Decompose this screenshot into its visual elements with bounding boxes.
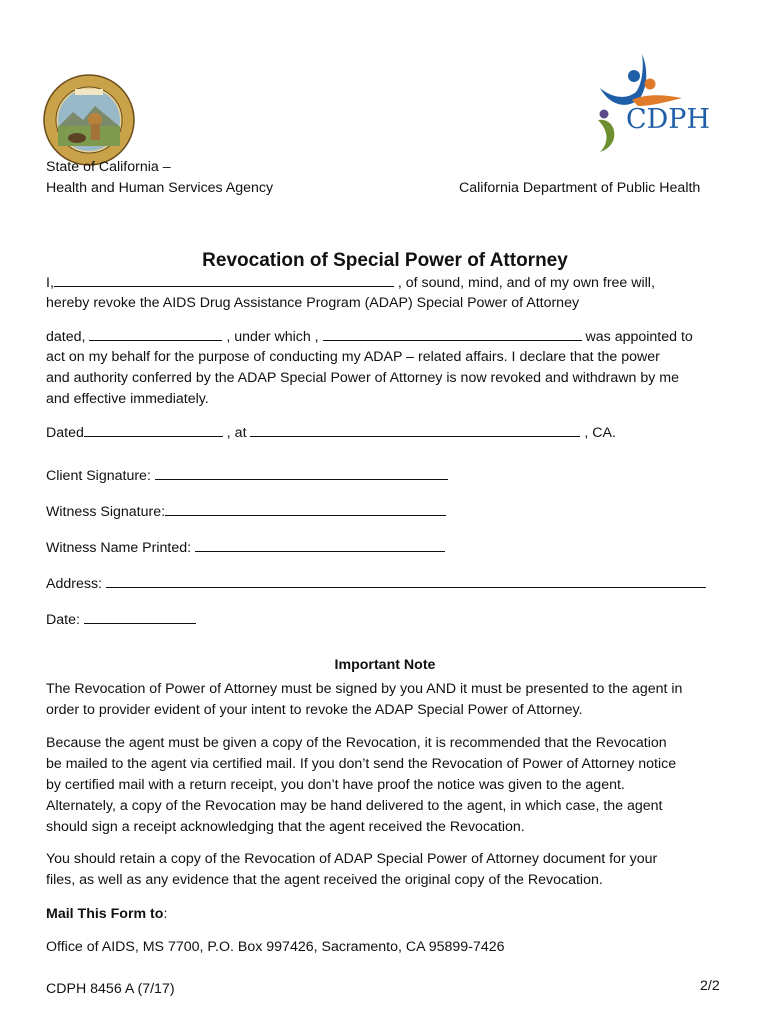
note-paragraph-1-line-1: The Revocation of Power of Attorney must be signed by you AND it must be presented to the agent in	[46, 681, 683, 697]
note-paragraph-2-line-4: Alternately, a copy of the Revocation may be hand delivered to the agent, in which case, the agent	[46, 798, 663, 814]
sound-mind-text: , of sound, mind, and of my own free will,	[393, 275, 655, 291]
agent-name-field[interactable]	[323, 326, 582, 341]
mail-address: Office of AIDS, MS 7700, P.O. Box 997426, Sacramento, CA 95899-7426	[46, 939, 505, 955]
note-paragraph-2-line-3: by certified mail with a return receipt, you don’t have proof the notice was given to the agent.	[46, 777, 625, 793]
agency-line-1: State of California –	[46, 159, 171, 175]
revocation-statement-line-1	[46, 272, 655, 294]
appointed-text: was appointed to	[581, 329, 693, 345]
agency-line-2: Health and Human Services Agency	[46, 180, 274, 196]
client-signature-field[interactable]	[155, 465, 448, 480]
important-note-heading: Important Note	[334, 657, 436, 674]
note-paragraph-2-line-1: Because the agent must be given a copy of the Revocation, it is recommended that the Revocation	[46, 735, 667, 751]
mail-heading	[46, 904, 167, 925]
page-number: 2/2	[700, 978, 720, 994]
dated-label: dated,	[46, 329, 86, 345]
witness-signature-row	[46, 501, 446, 523]
note-paragraph-3-line-2: files, as well as any evidence that the agent received the original copy of the Revocation.	[46, 872, 603, 888]
at-label: , at	[222, 425, 247, 441]
date-row	[46, 609, 196, 631]
note-paragraph-2-line-2: be mailed to the agent via certified mail. If you don’t send the Revocation of Power of Attorney notice	[46, 756, 677, 772]
date-field[interactable]	[84, 609, 196, 624]
appointment-line-2: act on my behalf for the purpose of conducting my ADAP – related affairs. I declare that the power	[46, 349, 660, 365]
pronoun-i: I,	[46, 275, 54, 291]
date-label: Date:	[46, 612, 84, 628]
dated-label: Dated	[46, 425, 84, 441]
witness-name-row	[46, 537, 445, 559]
witness-signature-field[interactable]	[165, 501, 446, 516]
mail-label: Mail This Form to	[46, 906, 164, 922]
ca-label: , CA.	[580, 425, 616, 441]
note-paragraph-3-line-1: You should retain a copy of the Revocation of ADAP Special Power of Attorney document for your	[46, 851, 658, 867]
great-seal-logo	[43, 74, 135, 166]
mail-colon: :	[163, 906, 168, 922]
principal-name-field[interactable]	[54, 272, 394, 287]
note-paragraph-2-line-5: should sign a receipt acknowledging that the agent received the Revocation.	[46, 819, 525, 835]
appointment-line-4: and effective immediately.	[46, 391, 209, 407]
under-which-text: , under which ,	[222, 329, 319, 345]
signing-date-field[interactable]	[84, 422, 223, 437]
appointment-line-3: and authority conferred by the ADAP Special Power of Attorney is now revoked and withdrawn by me	[46, 370, 680, 386]
note-paragraph-1-line-2: order to provider evident of your intent to revoke the ADAP Special Power of Attorney.	[46, 702, 583, 718]
witness-name-field[interactable]	[195, 537, 445, 552]
address-row	[46, 573, 706, 595]
signing-city-field[interactable]	[250, 422, 580, 437]
client-signature-label: Client Signature:	[46, 468, 155, 484]
dated-at-line	[46, 422, 616, 444]
revocation-statement-line-2: hereby revoke the AIDS Drug Assistance Program (ADAP) Special Power of Attorney	[46, 295, 580, 311]
form-number: CDPH 8456 A (7/17)	[46, 981, 175, 997]
witness-name-label: Witness Name Printed:	[46, 540, 196, 556]
department-name: California Department of Public Health	[459, 180, 701, 196]
cdph-logo-text: CDPH	[626, 104, 711, 135]
cdph-logo	[586, 48, 720, 154]
client-signature-row	[46, 465, 448, 487]
address-label: Address:	[46, 576, 106, 592]
document-title: Revocation of Special Power of Attorney	[202, 250, 568, 271]
appointment-line-1	[46, 326, 693, 348]
poa-date-field[interactable]	[89, 326, 222, 341]
witness-signature-label: Witness Signature:	[46, 504, 166, 520]
address-field[interactable]	[106, 573, 706, 588]
